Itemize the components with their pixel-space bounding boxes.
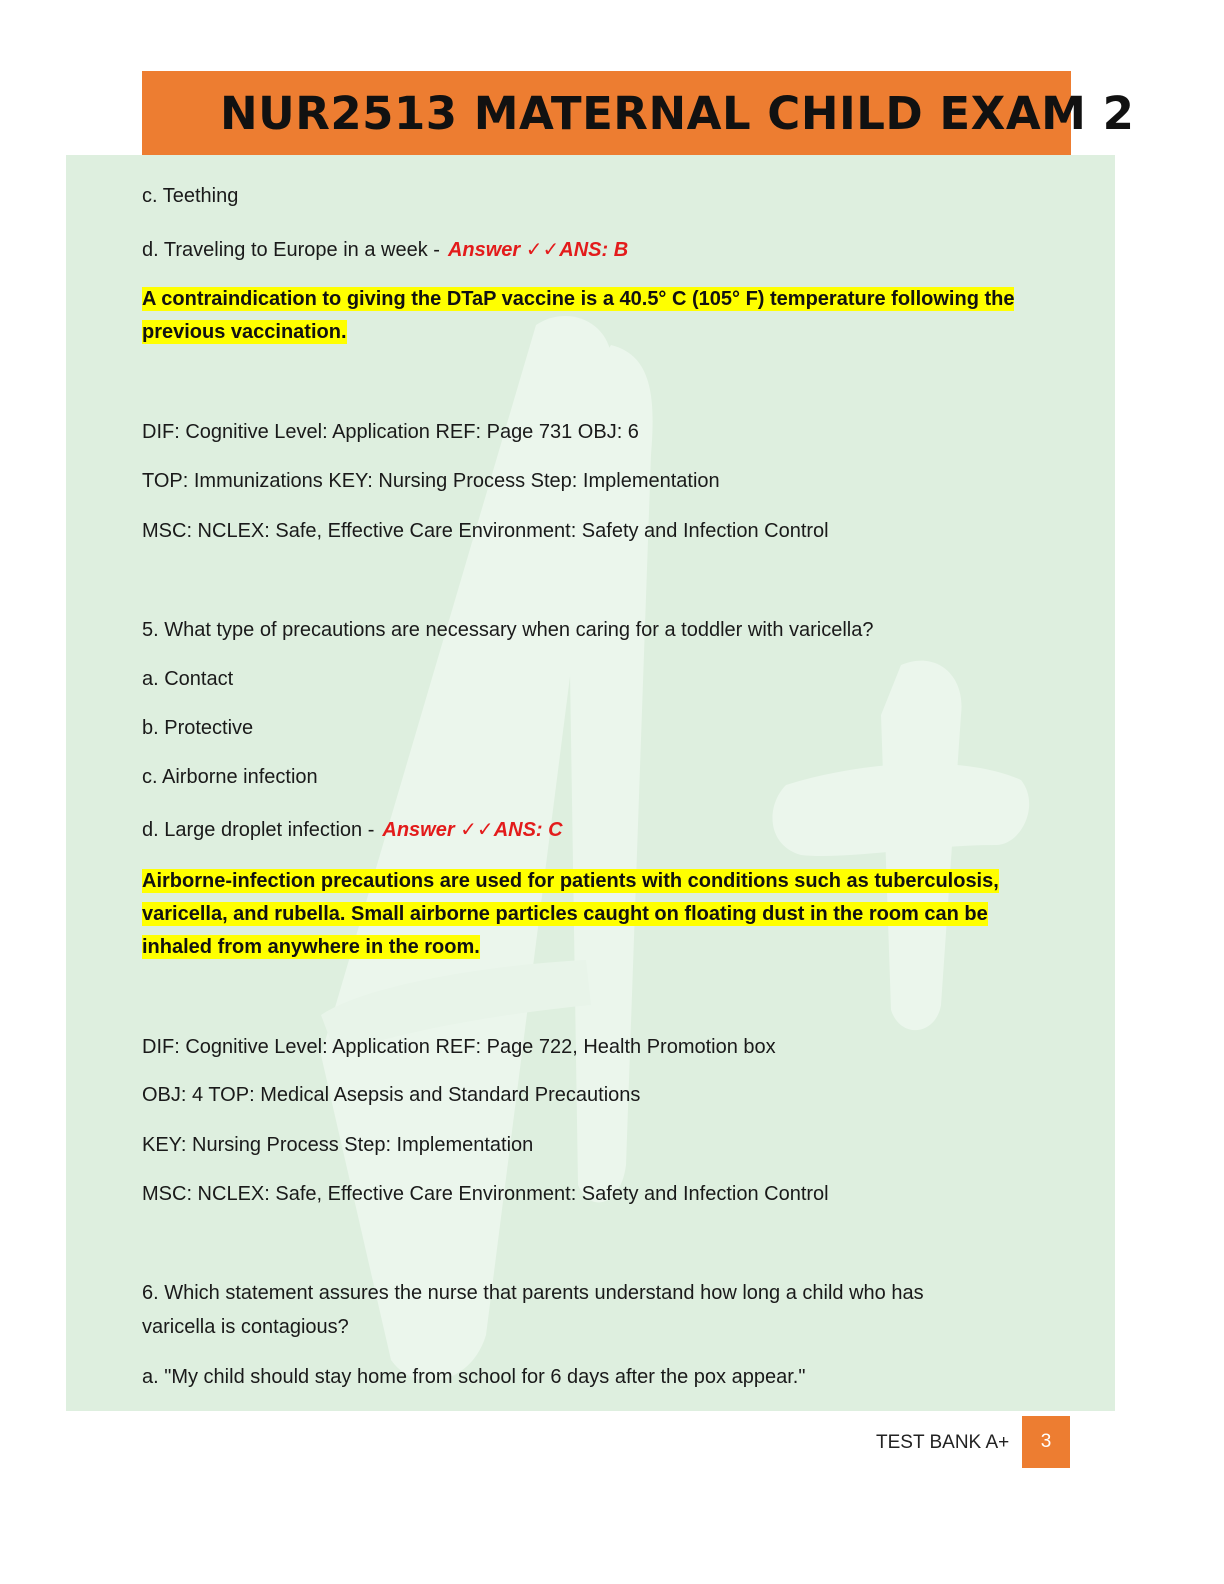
- q4-meta-top: TOP: Immunizations KEY: Nursing Process Step: Implementation: [142, 470, 720, 492]
- q4-meta-dif: DIF: Cognitive Level: Application REF: Page 731 OBJ: 6: [142, 421, 639, 443]
- q6-question-line-2: varicella is contagious?: [142, 1316, 349, 1338]
- q5-rationale-line: inhaled from anywhere in the room.: [142, 936, 480, 958]
- q5-meta-obj: OBJ: 4 TOP: Medical Asepsis and Standard Precautions: [142, 1084, 641, 1106]
- q5-option-d-text: d. Large droplet infection -: [142, 819, 375, 841]
- q5-rationale: [142, 865, 999, 964]
- q4-rationale-line: A contraindication to giving the DTaP vaccine is a 40.5° C (105° F) temperature following the: [142, 288, 1015, 310]
- q4-meta-msc: MSC: NCLEX: Safe, Effective Care Environment: Safety and Infection Control: [142, 520, 829, 542]
- q4-option-d: [142, 234, 628, 267]
- q5-answer: Answer ✓✓ANS: C: [382, 819, 563, 841]
- page-number: 3: [1022, 1416, 1070, 1468]
- q5-meta-msc: MSC: NCLEX: Safe, Effective Care Environment: Safety and Infection Control: [142, 1183, 829, 1205]
- q5-rationale-line: varicella, and rubella. Small airborne particles caught on floating dust in the room can be: [142, 903, 988, 925]
- q4-rationale-line: previous vaccination.: [142, 321, 347, 343]
- q5-rationale-line: Airborne-infection precautions are used for patients with conditions such as tuberculosis,: [142, 870, 999, 892]
- q4-option-d-text: d. Traveling to Europe in a week -: [142, 239, 440, 261]
- q4-option-c: c. Teething: [142, 185, 239, 207]
- page-title: NUR2513 MATERNAL CHILD EXAM 2: [220, 87, 1135, 140]
- footer-label: TEST BANK A+: [876, 1432, 1010, 1453]
- q4-answer: Answer ✓✓ANS: B: [447, 239, 629, 261]
- q5-option-a: a. Contact: [142, 668, 234, 690]
- q4-rationale: [142, 283, 1014, 349]
- q6-option-a: a. "My child should stay home from school for 6 days after the pox appear.": [142, 1366, 806, 1388]
- q5-question: 5. What type of precautions are necessary when caring for a toddler with varicella?: [142, 619, 874, 641]
- q5-option-b: b. Protective: [142, 717, 254, 739]
- q5-meta-key: KEY: Nursing Process Step: Implementation: [142, 1134, 534, 1156]
- q5-option-c: c. Airborne infection: [142, 766, 318, 788]
- q6-question-line-1: 6. Which statement assures the nurse that parents understand how long a child who has: [142, 1282, 924, 1304]
- q5-option-d: [142, 814, 563, 847]
- q5-meta-dif: DIF: Cognitive Level: Application REF: Page 722, Health Promotion box: [142, 1036, 776, 1058]
